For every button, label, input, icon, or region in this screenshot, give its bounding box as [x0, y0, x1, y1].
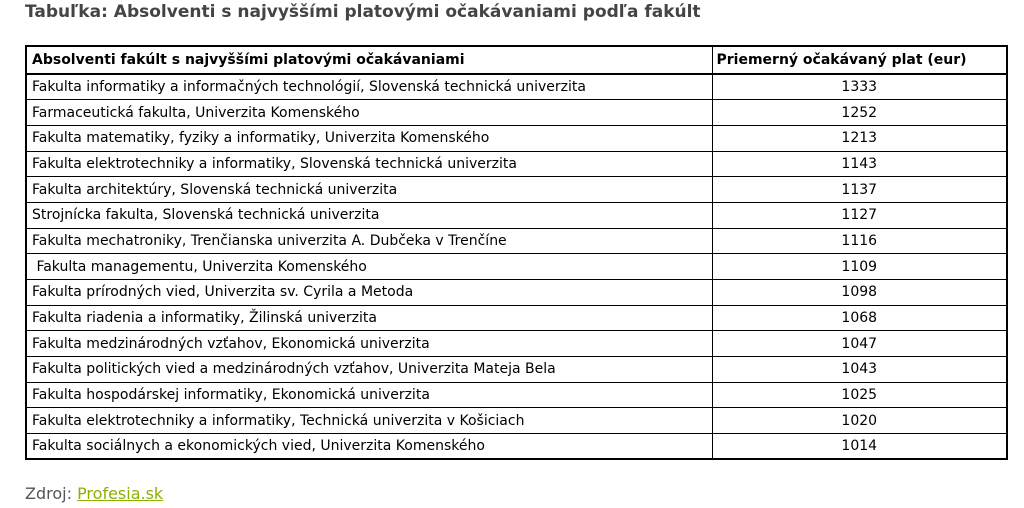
- salary-cell: 1014: [712, 434, 1007, 460]
- faculty-cell: Fakulta riadenia a informatiky, Žilinská univerzita: [26, 305, 712, 331]
- table-row: [26, 100, 1007, 126]
- faculty-cell: Fakulta politických vied a medzinárodných vzťahov, Univerzita Mateja Bela: [26, 357, 712, 383]
- salary-table: [25, 45, 1008, 460]
- salary-cell: 1068: [712, 305, 1007, 331]
- table-row: [26, 125, 1007, 151]
- faculty-cell: Fakulta informatiky a informačných technológií, Slovenská technická univerzita: [26, 74, 712, 100]
- faculty-cell: Fakulta architektúry, Slovenská technická univerzita: [26, 177, 712, 203]
- source-label: Zdroj:: [25, 484, 72, 503]
- salary-cell: 1025: [712, 382, 1007, 408]
- table-row: [26, 382, 1007, 408]
- faculty-cell: Farmaceutická fakulta, Univerzita Komenského: [26, 100, 712, 126]
- column-header-salary: Priemerný očakávaný plat (eur): [712, 46, 1007, 74]
- table-row: [26, 202, 1007, 228]
- salary-cell: 1252: [712, 100, 1007, 126]
- table-row: [26, 434, 1007, 460]
- salary-cell: 1213: [712, 125, 1007, 151]
- faculty-cell: Fakulta matematiky, fyziky a informatiky, Univerzita Komenského: [26, 125, 712, 151]
- faculty-cell: Fakulta hospodárskej informatiky, Ekonomická univerzita: [26, 382, 712, 408]
- salary-cell: 1098: [712, 280, 1007, 306]
- table-row: [26, 228, 1007, 254]
- salary-cell: 1333: [712, 74, 1007, 100]
- salary-cell: 1043: [712, 357, 1007, 383]
- table-row: [26, 305, 1007, 331]
- salary-cell: 1137: [712, 177, 1007, 203]
- source-link[interactable]: Profesia.sk: [77, 484, 164, 503]
- faculty-cell: Fakulta prírodných vied, Univerzita sv. Cyrila a Metoda: [26, 280, 712, 306]
- table-row: [26, 408, 1007, 434]
- table-row: [26, 177, 1007, 203]
- faculty-cell: Fakulta elektrotechniky a informatiky, Technická univerzita v Košiciach: [26, 408, 712, 434]
- salary-cell: 1116: [712, 228, 1007, 254]
- faculty-cell: Fakulta managementu, Univerzita Komenského: [26, 254, 712, 280]
- table-row: [26, 280, 1007, 306]
- table-row: [26, 74, 1007, 100]
- table-row: [26, 151, 1007, 177]
- salary-cell: 1143: [712, 151, 1007, 177]
- salary-cell: 1020: [712, 408, 1007, 434]
- faculty-cell: Fakulta sociálnych a ekonomických vied, Univerzita Komenského: [26, 434, 712, 460]
- salary-cell: 1047: [712, 331, 1007, 357]
- table-row: [26, 357, 1007, 383]
- salary-cell: 1127: [712, 202, 1007, 228]
- column-header-faculty: Absolventi fakúlt s najvyššími platovými očakávaniami: [26, 46, 712, 74]
- faculty-cell: Fakulta elektrotechniky a informatiky, Slovenská technická univerzita: [26, 151, 712, 177]
- faculty-cell: Fakulta mechatroniky, Trenčianska univerzita A. Dubčeka v Trenčíne: [26, 228, 712, 254]
- table-row: [26, 254, 1007, 280]
- table-row: [26, 331, 1007, 357]
- faculty-cell: Fakulta medzinárodných vzťahov, Ekonomická univerzita: [26, 331, 712, 357]
- table-header-row: [26, 46, 1007, 74]
- source-line: [25, 484, 163, 503]
- faculty-cell: Strojnícka fakulta, Slovenská technická univerzita: [26, 202, 712, 228]
- page-title: Tabuľka: Absolventi s najvyššími platovými očakávaniami podľa fakúlt: [25, 2, 701, 22]
- salary-cell: 1109: [712, 254, 1007, 280]
